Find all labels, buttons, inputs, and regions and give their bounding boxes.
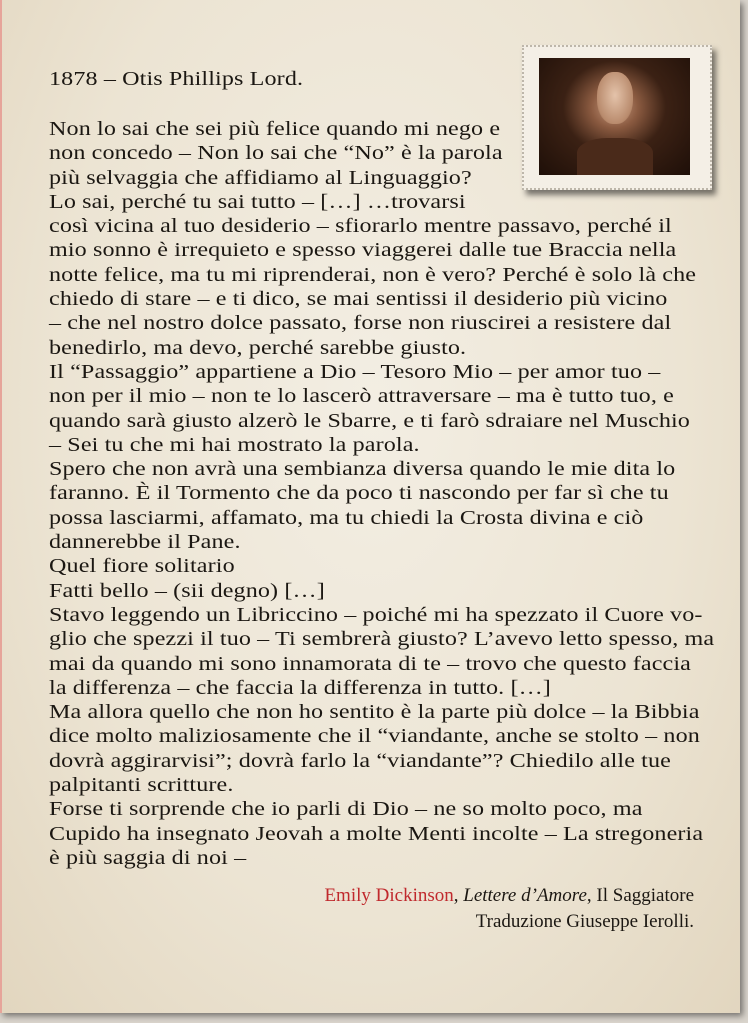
portrait-face (597, 72, 633, 124)
citation-translation: Traduzione Giuseppe Ierolli. (475, 911, 694, 932)
citation-line (324, 885, 694, 907)
citation-separator: , (586, 885, 597, 906)
letter-line: dannerebbe il Pane. (49, 531, 241, 554)
letter-line: Spero che non avrà una sembianza diversa quando le mie dita lo (49, 458, 676, 481)
letter-body (49, 117, 714, 870)
citation-book: Lettere d’Amore (463, 885, 587, 906)
citation-publisher: Il Saggiatore (596, 885, 694, 906)
letter-line: così vicina al tuo desiderio – sfiorarlo mentre passavo, perché il (49, 215, 672, 238)
letter-line: faranno. È il Tormento che da poco ti nascondo per far sì che tu (49, 482, 669, 505)
letter-line: la differenza – che faccia la differenza in tutto. […] (49, 676, 551, 699)
letter-line: chiedo di stare – e ti dico, se mai sentissi il desiderio più vicino (49, 288, 668, 311)
letter-line: quando sarà giusto alzerò le Sbarre, e ti farò sdraiare nel Muschio (49, 409, 690, 432)
letter-line: – Sei tu che mi hai mostrato la parola. (49, 433, 420, 456)
letter-line: Lo sai, perché tu sai tutto – […] …trovarsi (49, 190, 466, 213)
letter-line: notte felice, ma tu mi riprenderai, non è vero? Perché è solo là che (49, 263, 697, 286)
letter-line: Fatti bello – (sii degno) […] (49, 579, 325, 602)
letter-line: dice molto maliziosamente che il “viandante, anche se stolto – non (49, 725, 700, 748)
letter-line: Quel fiore solitario (49, 555, 235, 578)
letter-line: mai da quando mi sono innamorata di te – trovo che questo faccia (49, 652, 691, 675)
letter-line: glio che spezzi il tuo – Ti sembrerà giusto? L’avevo letto spesso, ma (49, 628, 715, 651)
letter-line: Non lo sai che sei più felice quando mi nego e (49, 118, 501, 140)
letter-line: non concedo – Non lo sai che “No” è la parola (49, 142, 503, 165)
letter-line: Cupido ha insegnato Jeovah a molte Menti incolte – La stregoneria (49, 822, 704, 845)
portrait-photo (539, 58, 690, 175)
letter-line: possa lasciarmi, affamato, ma tu chiedi la Crosta divina e ciò (49, 506, 644, 529)
letter-line: mio sonno è irrequieto e spesso viaggerei dalle tue Braccia nella (49, 239, 677, 262)
letter-line: – che nel nostro dolce passato, forse non riuscirei a resistere dal (49, 312, 672, 335)
letter-line: non per il mio – non te lo lascerò attraversare – ma è tutto tuo, e (49, 385, 674, 408)
letter-line: è più saggia di noi – (49, 846, 247, 869)
citation-separator: , (453, 885, 464, 906)
letter-line: Forse ti sorprende che io parli di Dio – ne so molto poco, ma (49, 798, 643, 821)
citation-author: Emily Dickinson (324, 885, 454, 906)
letter-line: palpitanti scritture. (49, 774, 234, 797)
letter-line: più selvaggia che affidiamo al Linguaggio? (49, 166, 472, 189)
letter-line: Stavo leggendo un Libriccino – poiché mi ha spezzato il Cuore vo- (49, 603, 703, 626)
portrait-stamp (522, 45, 712, 190)
letter-heading: 1878 – Otis Phillips Lord. (49, 68, 304, 90)
letter-line: benedirlo, ma devo, perché sarebbe giusto. (49, 336, 467, 359)
letter-line: Il “Passaggio” appartiene a Dio – Tesoro Mio – per amor tuo – (49, 360, 661, 383)
letter-line: Ma allora quello che non ho sentito è la parte più dolce – la Bibbia (49, 701, 700, 724)
letter-line: dovrà aggirarvisi”; dovrà farlo la “viandante”? Chiedilo alle tue (49, 749, 671, 772)
portrait-dress (577, 138, 653, 175)
